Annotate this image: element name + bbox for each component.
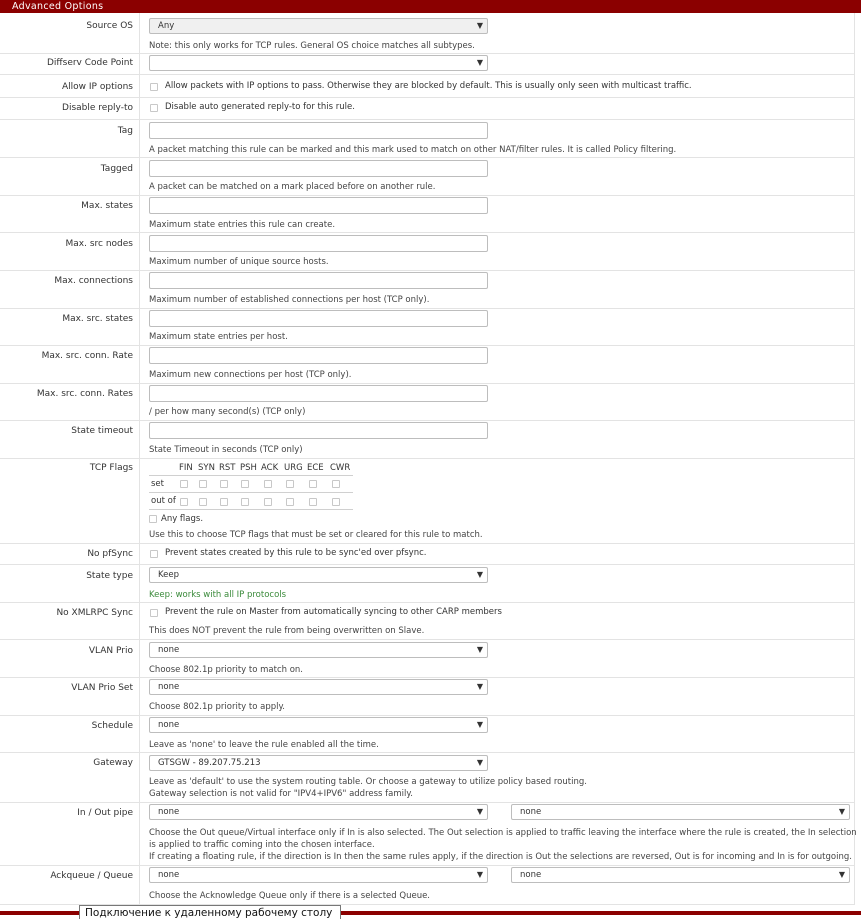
flags-set-label: set: [151, 479, 164, 489]
chevron-down-icon: ▼: [838, 870, 845, 879]
tag-label: Tag: [117, 126, 133, 136]
in-pipe-select[interactable]: [149, 804, 488, 820]
flag-outof-psh-checkbox[interactable]: [241, 498, 249, 506]
max-src-conn-rates-help: / per how many second(s) (TCP only): [149, 407, 306, 417]
no-xmlrpc-checkbox[interactable]: [150, 609, 158, 617]
chevron-down-icon: ▼: [476, 870, 483, 879]
no-xmlrpc-text: Prevent the rule on Master from automatically syncing to other CARP members: [165, 607, 502, 617]
source-os-select[interactable]: [149, 18, 488, 34]
allow-ip-checkbox[interactable]: [150, 83, 158, 91]
flag-outof-rst-checkbox[interactable]: [220, 498, 228, 506]
gateway-select[interactable]: [149, 755, 488, 771]
panel-title: Advanced Options: [12, 1, 104, 12]
state-type-select[interactable]: [149, 567, 488, 583]
any-flags-text: Any flags.: [161, 514, 204, 524]
column-divider: [139, 13, 140, 905]
max-connections-input[interactable]: [149, 272, 488, 289]
in-out-pipe-help-2: is applied to traffic coming into the chosen interface.: [149, 840, 375, 850]
flag-ece-header: ECE: [307, 463, 324, 473]
queue-select[interactable]: [511, 867, 850, 883]
chevron-down-icon: ▼: [476, 758, 483, 767]
flag-set-urg-checkbox[interactable]: [286, 480, 294, 488]
allow-ip-label: Allow IP options: [62, 82, 133, 92]
max-src-conn-rate-label: Max. src. conn. Rate: [41, 351, 133, 361]
state-type-help: Keep: works with all IP protocols: [149, 590, 287, 600]
in-out-pipe-label: In / Out pipe: [77, 808, 133, 818]
flag-outof-cwr-checkbox[interactable]: [332, 498, 340, 506]
vlan-prio-help: Choose 802.1p priority to match on.: [149, 665, 303, 675]
flag-outof-urg-checkbox[interactable]: [286, 498, 294, 506]
vlan-prio-value: none: [158, 645, 180, 655]
max-src-nodes-label: Max. src nodes: [65, 239, 133, 249]
flags-divider-top: [149, 475, 353, 476]
diffserv-label: Diffserv Code Point: [47, 58, 133, 68]
gateway-label: Gateway: [93, 758, 133, 768]
chevron-down-icon: ▼: [476, 58, 483, 67]
flags-divider-mid: [149, 492, 353, 493]
max-src-states-label: Max. src. states: [62, 314, 133, 324]
in-out-pipe-help-3: If creating a floating rule, if the direction is In then the same rules apply, if the direction is Out the selections are reversed, Out is for incoming and In is for outgoing.: [149, 852, 852, 862]
state-timeout-input[interactable]: [149, 422, 488, 439]
in-pipe-value: none: [158, 807, 180, 817]
vlan-prio-set-value: none: [158, 682, 180, 692]
max-src-nodes-help: Maximum number of unique source hosts.: [149, 257, 329, 267]
flag-set-cwr-checkbox[interactable]: [332, 480, 340, 488]
max-src-states-input[interactable]: [149, 310, 488, 327]
flag-syn-header: SYN: [198, 463, 215, 473]
chevron-down-icon: ▼: [476, 720, 483, 729]
no-xmlrpc-label: No XMLRPC Sync: [56, 608, 133, 618]
max-src-nodes-input[interactable]: [149, 235, 488, 252]
no-pfsync-text: Prevent states created by this rule to be sync'ed over pfsync.: [165, 548, 427, 558]
max-src-conn-rates-input[interactable]: [149, 385, 488, 402]
gateway-help-2: Gateway selection is not valid for "IPV4+IPV6" address family.: [149, 789, 413, 799]
tagged-input[interactable]: [149, 160, 488, 177]
max-states-input[interactable]: [149, 197, 488, 214]
state-timeout-label: State timeout: [71, 426, 133, 436]
vlan-prio-set-help: Choose 802.1p priority to apply.: [149, 702, 286, 712]
flag-ack-header: ACK: [261, 463, 279, 473]
flags-outof-label: out of: [151, 496, 176, 506]
disable-reply-label: Disable reply-to: [62, 103, 133, 113]
tagged-label: Tagged: [100, 164, 133, 174]
flags-divider-bottom: [149, 509, 353, 510]
chevron-down-icon: ▼: [476, 807, 483, 816]
max-src-conn-rate-help: Maximum new connections per host (TCP only).: [149, 370, 352, 380]
ackqueue-value: none: [158, 870, 180, 880]
out-pipe-select[interactable]: [511, 804, 850, 820]
tag-help: A packet matching this rule can be marked and this mark used to match on other NAT/filter rules. It is called Policy filtering.: [149, 145, 677, 155]
flag-set-ece-checkbox[interactable]: [309, 480, 317, 488]
no-pfsync-checkbox[interactable]: [150, 550, 158, 558]
tcp-flags-label: TCP Flags: [89, 463, 133, 473]
flag-set-fin-checkbox[interactable]: [180, 480, 188, 488]
disable-reply-checkbox[interactable]: [150, 104, 158, 112]
tag-input[interactable]: [149, 122, 488, 139]
flag-urg-header: URG: [284, 463, 303, 473]
chevron-down-icon: ▼: [476, 21, 483, 30]
vlan-prio-set-select[interactable]: [149, 679, 488, 695]
tagged-help: A packet can be matched on a mark placed before on another rule.: [149, 182, 436, 192]
allow-ip-text: Allow packets with IP options to pass. Otherwise they are blocked by default. This is usually only seen with multicast traffic.: [165, 81, 692, 91]
schedule-help: Leave as 'none' to leave the rule enabled all the time.: [149, 740, 379, 750]
vlan-prio-label: VLAN Prio: [88, 646, 133, 656]
ackqueue-label: Ackqueue / Queue: [50, 871, 133, 881]
vlan-prio-set-label: VLAN Prio Set: [71, 683, 133, 693]
max-src-states-help: Maximum state entries per host.: [149, 332, 288, 342]
vlan-prio-select[interactable]: [149, 642, 488, 658]
no-pfsync-label: No pfSync: [87, 549, 133, 559]
in-out-pipe-help-1: Choose the Out queue/Virtual interface only if In is also selected. The Out selection is applied to traffic leaving the interface where the rule is created, the In selection: [149, 828, 857, 838]
flag-outof-fin-checkbox[interactable]: [180, 498, 188, 506]
flag-cwr-header: CWR: [330, 463, 351, 473]
taskbar-tooltip: Подключение к удаленному рабочему столу: [79, 905, 341, 919]
max-src-conn-rate-input[interactable]: [149, 347, 488, 364]
flag-set-ack-checkbox[interactable]: [264, 480, 272, 488]
flag-fin-header: FIN: [179, 463, 193, 473]
chevron-down-icon: ▼: [476, 570, 483, 579]
diffserv-select[interactable]: [149, 55, 488, 71]
ackqueue-select[interactable]: [149, 867, 488, 883]
chevron-down-icon: ▼: [838, 807, 845, 816]
chevron-down-icon: ▼: [476, 645, 483, 654]
flag-outof-syn-checkbox[interactable]: [199, 498, 207, 506]
flag-set-syn-checkbox[interactable]: [199, 480, 207, 488]
schedule-value: none: [158, 720, 180, 730]
max-states-help: Maximum state entries this rule can create.: [149, 220, 336, 230]
max-src-conn-rates-label: Max. src. conn. Rates: [36, 389, 133, 399]
state-type-label: State type: [86, 571, 133, 581]
queue-value: none: [520, 870, 542, 880]
chevron-down-icon: ▼: [476, 682, 483, 691]
no-xmlrpc-help: This does NOT prevent the rule from being overwritten on Slave.: [149, 626, 425, 636]
gateway-value: GTSGW - 89.207.75.213: [158, 758, 261, 768]
state-type-value: Keep: [158, 570, 180, 580]
disable-reply-text: Disable auto generated reply-to for this rule.: [165, 102, 355, 112]
source-os-value: Any: [158, 21, 175, 31]
state-timeout-help: State Timeout in seconds (TCP only): [149, 445, 303, 455]
schedule-select[interactable]: [149, 717, 488, 733]
right-border: [854, 13, 855, 905]
flag-set-psh-checkbox[interactable]: [241, 480, 249, 488]
flag-rst-header: RST: [219, 463, 236, 473]
flag-psh-header: PSH: [240, 463, 257, 473]
source-os-label: Source OS: [86, 21, 133, 31]
schedule-label: Schedule: [91, 721, 133, 731]
max-connections-label: Max. connections: [54, 276, 133, 286]
max-states-label: Max. states: [81, 201, 133, 211]
out-pipe-value: none: [520, 807, 542, 817]
ackqueue-help: Choose the Acknowledge Queue only if there is a selected Queue.: [149, 891, 431, 901]
gateway-help-1: Leave as 'default' to use the system routing table. Or choose a gateway to utilize policy based routing.: [149, 777, 587, 787]
flag-outof-ack-checkbox[interactable]: [264, 498, 272, 506]
source-os-help: Note: this only works for TCP rules. General OS choice matches all subtypes.: [149, 41, 475, 51]
panel-header: [0, 0, 861, 13]
any-flags-checkbox[interactable]: [149, 515, 157, 523]
flag-set-rst-checkbox[interactable]: [220, 480, 228, 488]
flag-outof-ece-checkbox[interactable]: [309, 498, 317, 506]
max-connections-help: Maximum number of established connections per host (TCP only).: [149, 295, 430, 305]
tcp-flags-help: Use this to choose TCP flags that must be set or cleared for this rule to match.: [149, 530, 483, 540]
